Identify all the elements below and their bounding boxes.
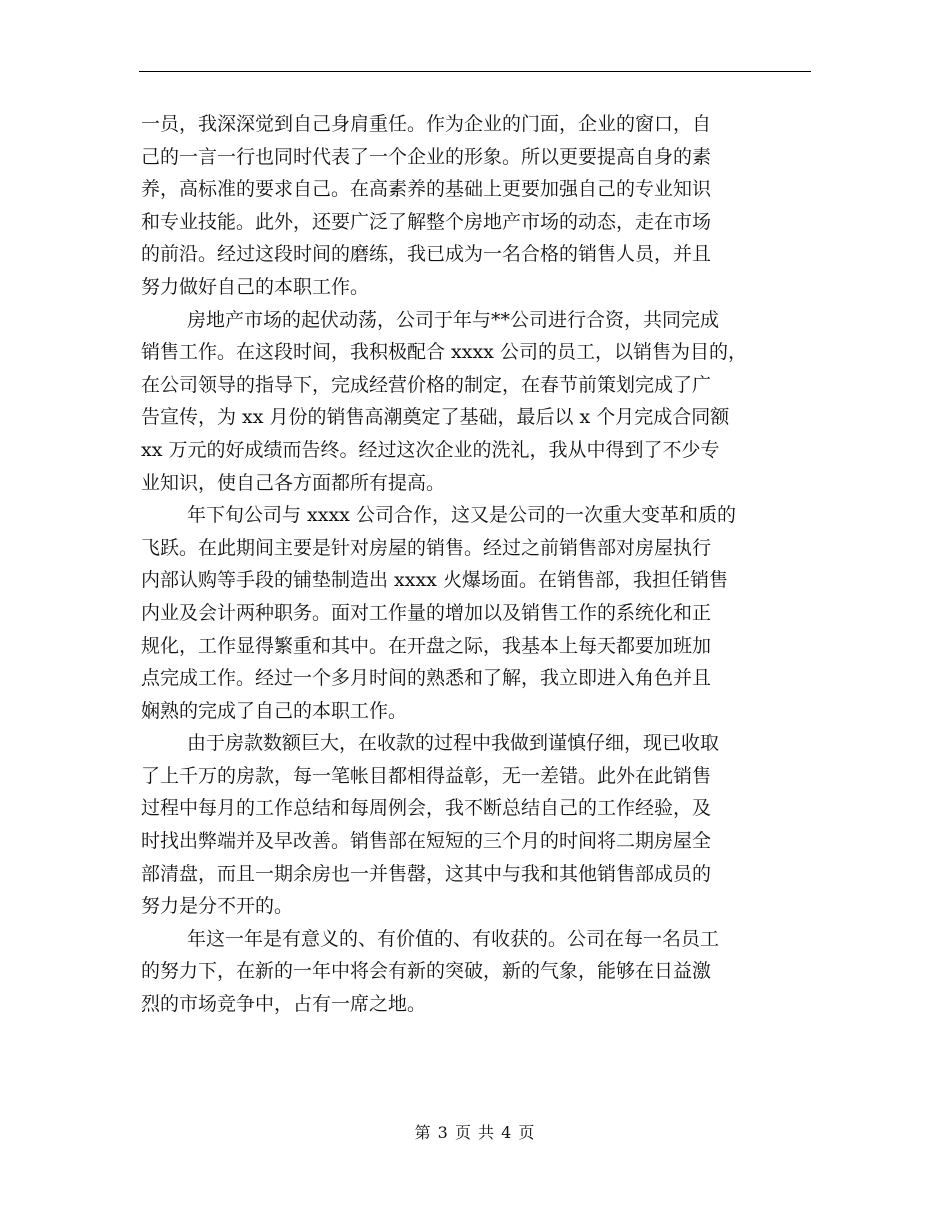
text-line: 年下旬公司与 xxxx 公司合作，这又是公司的一次重大变革和质的 [187, 504, 736, 527]
text-line: 年这一年是有意义的、有价值的、有收获的。公司在每一名员工 [187, 927, 720, 950]
text-line: 规化，工作显得繁重和其中。在开盘之际，我基本上每天都要加班加 [141, 634, 712, 657]
text-line: 娴熟的完成了自己的本职工作。 [141, 699, 408, 722]
text-line: 部清盘，而且一期余房也一并售罄，这其中与我和其他销售部成员的 [141, 862, 712, 885]
text-line: 告宣传，为 xx 月份的销售高潮奠定了基础，最后以 x 个月完成合同额 [141, 406, 730, 429]
text-line: 过程中每月的工作总结和每周例会，我不断总结自己的工作经验，及 [141, 797, 712, 820]
text-line: 时找出弊端并及早改善。销售部在短短的三个月的时间将二期房屋全 [141, 830, 712, 853]
document-body [141, 108, 813, 1021]
text-line: 和专业技能。此外，还要广泛了解整个房地产市场的动态，走在市场 [141, 210, 712, 233]
page-number: 第 3 页 共 4 页 [414, 1123, 536, 1142]
text-line: 养，高标准的要求自己。在高素养的基础上更要加强自己的专业知识 [141, 178, 712, 201]
text-line: 飞跃。在此期间主要是针对房屋的销售。经过之前销售部对房屋执行 [141, 536, 712, 559]
paragraph [141, 499, 813, 727]
text-line: 内部认购等手段的铺垫制造出 xxxx 火爆场面。在销售部，我担任销售 [141, 569, 728, 592]
text-line: 己的一言一行也同时代表了一个企业的形象。所以更要提高自身的素 [141, 145, 712, 168]
text-line: 努力做好自己的本职工作。 [141, 275, 370, 298]
paragraph [141, 304, 813, 500]
text-line: xx 万元的好成绩而告终。经过这次企业的洗礼，我从中得到了不少专 [141, 438, 720, 461]
text-line: 业知识，使自己各方面都所有提高。 [141, 471, 446, 494]
text-line: 由于房款数额巨大，在收款的过程中我做到谨慎仔细，现已收取 [187, 732, 720, 755]
text-line: 点完成工作。经过一个多月时间的熟悉和了解，我立即进入角色并且 [141, 667, 712, 690]
text-line: 的努力下，在新的一年中将会有新的突破，新的气象，能够在日益激 [141, 960, 712, 983]
text-line: 在公司领导的指导下，完成经营价格的制定，在春节前策划完成了广 [141, 373, 712, 396]
text-line: 努力是分不开的。 [141, 895, 294, 918]
text-line: 销售工作。在这段时间，我积极配合 xxxx 公司的员工，以销售为目的， [141, 341, 747, 364]
text-line: 的前沿。经过这段时间的磨练，我已成为一名合格的销售人员，并且 [141, 243, 712, 266]
text-line: 烈的市场竞争中，占有一席之地。 [141, 993, 427, 1016]
paragraph [141, 923, 813, 1021]
paragraph [141, 727, 813, 923]
text-line: 一员，我深深觉到自己身肩重任。作为企业的门面，企业的窗口，自 [141, 113, 712, 135]
paragraph [141, 108, 813, 304]
text-line: 房地产市场的起伏动荡，公司于年与**公司进行合资，共同完成 [187, 308, 720, 331]
header-rule [139, 71, 811, 72]
text-line: 了上千万的房款，每一笔帐目都相得益彰，无一差错。此外在此销售 [141, 764, 712, 787]
text-line: 内业及会计两种职务。面对工作量的增加以及销售工作的系统化和正 [141, 601, 712, 624]
